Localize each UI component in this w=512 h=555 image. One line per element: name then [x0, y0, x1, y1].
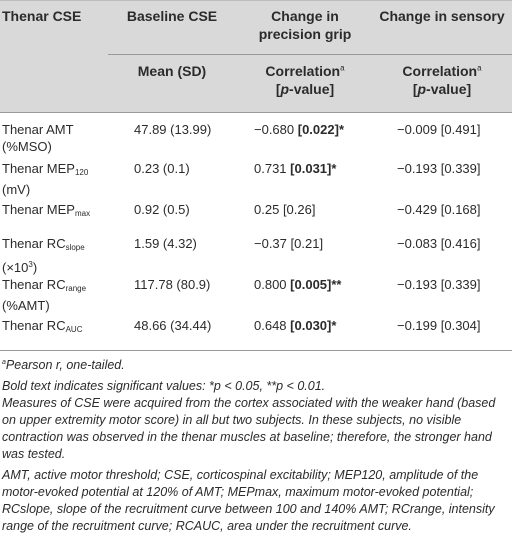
cell-sensory: −0.083 [0.416]: [397, 236, 481, 251]
footnote-pearson: $^a$Pearson r, one-tailed.: [2, 358, 125, 372]
subheader-correlation-sensory: Correlation$^a$ [p-value]: [402, 63, 482, 97]
table-bottom-rule: [0, 350, 512, 351]
table-footnotes: [2, 357, 510, 535]
cell-grip: 0.800 [0.005]**: [254, 277, 342, 292]
cell-mean: 47.89 (13.99): [134, 122, 212, 137]
cell-grip: 0.731 [0.031]*: [254, 161, 337, 176]
footnote-significance: Bold text indicates significant values: *p < 0.05, **p < 0.01.: [2, 379, 326, 393]
cell-grip: 0.648 [0.030]*: [254, 318, 337, 333]
cell-sensory: −0.193 [0.339]: [397, 277, 481, 292]
cell-grip: −0.37 [0.21]: [254, 236, 324, 251]
footnote-mark: a: [477, 63, 482, 73]
subheader-mean-sd: Mean (SD): [137, 63, 207, 79]
cell-sensory: −0.199 [0.304]: [397, 318, 481, 333]
header-subrule: [108, 54, 512, 55]
cell-grip: 0.25 [0.26]: [254, 202, 316, 217]
cell-sensory: −0.009 [0.491]: [397, 122, 481, 137]
header-bottom-rule: [0, 112, 512, 113]
row-label: Thenar $RC_{slope}$ $(\times 10^3)$: [2, 236, 85, 275]
row-label: Thenar AMT (%MSO): [2, 122, 74, 154]
row-label: Thenar $MEP_{max}$: [2, 202, 91, 218]
cell-grip: −0.680 [0.022]*: [254, 122, 344, 137]
row-label: Thenar $RC_{range}$ (%AMT): [2, 277, 87, 313]
header-change-sensory: Change in sensory: [379, 8, 505, 24]
header-baseline-cse: Baseline CSE: [126, 8, 218, 24]
footnote-methods: Measures of CSE were acquired from the cortex associated with the weaker hand (based on upper extremity motor score) in all but two subjects. In these subjects, no visible contraction was observed in the thenar muscles at baseline; therefore, the stronger hand was tested.: [2, 396, 496, 461]
row-label: Thenar $MEP_{120}$ (mV): [2, 161, 89, 197]
header-thenar-cse: Thenar CSE: [2, 8, 82, 24]
footnote-mark: a: [340, 63, 345, 73]
cell-mean: 0.92 (0.5): [134, 202, 190, 217]
row-label: Thenar $RC_{AUC}$: [2, 318, 83, 334]
cell-sensory: −0.429 [0.168]: [397, 202, 481, 217]
footnote-abbreviations: AMT, active motor threshold; CSE, corticospinal excitability; MEP120, amplitude of the motor-evoked potential at 120% of AMT; MEPmax, maximum motor-evoked potential; RCslope, slope of the recruitment curve between 100 and 140% AMT; RCrange, intensity range of the recruitment curve; RCAUC, area under the recruitment curve.: [2, 468, 495, 533]
cell-mean: 117.78 (80.9): [134, 277, 211, 292]
cell-mean: 48.66 (34.44): [134, 318, 212, 333]
table-top-rule: [0, 0, 512, 1]
cell-sensory: −0.193 [0.339]: [397, 161, 481, 176]
cell-mean: 0.23 (0.1): [134, 161, 190, 176]
subheader-correlation-grip: Correlation$^a$ [p-value]: [265, 63, 345, 97]
header-change-precision-grip: Change in precision grip: [258, 8, 352, 42]
cell-mean: 1.59 (4.32): [134, 236, 197, 251]
